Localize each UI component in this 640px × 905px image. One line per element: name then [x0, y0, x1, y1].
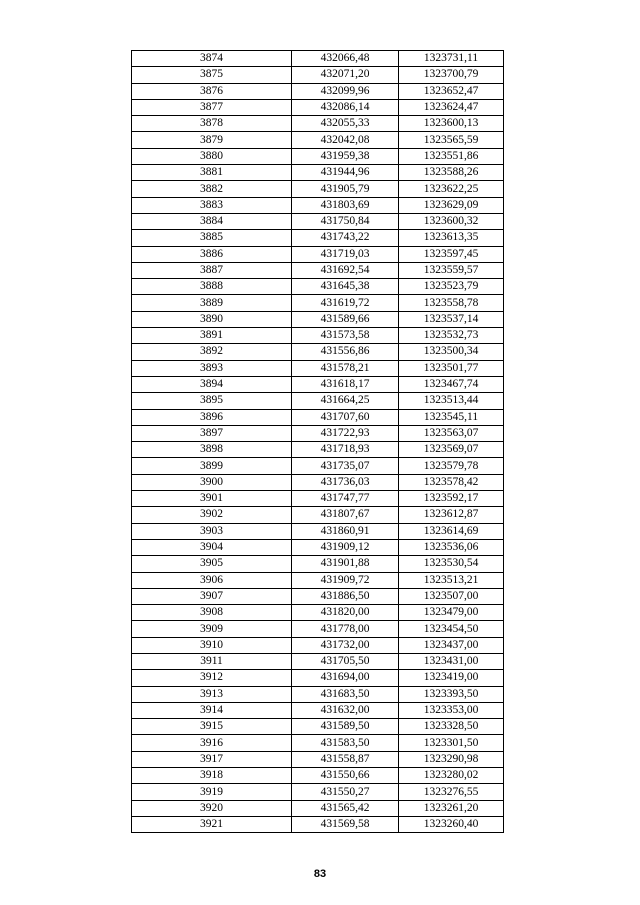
x-coordinate-cell: 431664,25 [292, 393, 399, 409]
y-coordinate-cell: 1323513,44 [399, 393, 504, 409]
x-coordinate-cell: 431692,54 [292, 262, 399, 278]
y-coordinate-cell: 1323565,59 [399, 132, 504, 148]
y-coordinate-cell: 1323612,87 [399, 507, 504, 523]
x-coordinate-cell: 431705,50 [292, 653, 399, 669]
table-row [132, 784, 504, 800]
point-number-cell: 3887 [132, 262, 292, 278]
table-row [132, 670, 504, 686]
x-coordinate-cell: 431618,17 [292, 376, 399, 392]
y-coordinate-cell: 1323419,00 [399, 670, 504, 686]
point-number-cell: 3898 [132, 442, 292, 458]
table-row [132, 279, 504, 295]
x-coordinate-cell: 431886,50 [292, 588, 399, 604]
table-row [132, 393, 504, 409]
y-coordinate-cell: 1323563,07 [399, 425, 504, 441]
x-coordinate-cell: 431569,58 [292, 816, 399, 832]
y-coordinate-cell: 1323622,25 [399, 181, 504, 197]
coordinates-table-body [132, 51, 504, 833]
table-row [132, 148, 504, 164]
page-number: 83 [313, 868, 327, 880]
point-number-cell: 3921 [132, 816, 292, 832]
y-coordinate-cell: 1323592,17 [399, 491, 504, 507]
x-coordinate-cell: 431589,66 [292, 311, 399, 327]
coordinates-table [131, 50, 504, 833]
point-number-cell: 3889 [132, 295, 292, 311]
table-row [132, 83, 504, 99]
table-row [132, 653, 504, 669]
y-coordinate-cell: 1323579,78 [399, 458, 504, 474]
point-number-cell: 3880 [132, 148, 292, 164]
table-row [132, 197, 504, 213]
y-coordinate-cell: 1323545,11 [399, 409, 504, 425]
table-row [132, 491, 504, 507]
point-number-cell: 3913 [132, 686, 292, 702]
point-number-cell: 3893 [132, 360, 292, 376]
table-row [132, 800, 504, 816]
table-row [132, 474, 504, 490]
x-coordinate-cell: 431707,60 [292, 409, 399, 425]
table-row [132, 572, 504, 588]
point-number-cell: 3906 [132, 572, 292, 588]
y-coordinate-cell: 1323507,00 [399, 588, 504, 604]
point-number-cell: 3881 [132, 165, 292, 181]
table-row [132, 99, 504, 115]
point-number-cell: 3915 [132, 719, 292, 735]
point-number-cell: 3875 [132, 67, 292, 83]
point-number-cell: 3914 [132, 702, 292, 718]
y-coordinate-cell: 1323353,00 [399, 702, 504, 718]
y-coordinate-cell: 1323530,54 [399, 556, 504, 572]
y-coordinate-cell: 1323454,50 [399, 621, 504, 637]
point-number-cell: 3879 [132, 132, 292, 148]
x-coordinate-cell: 431959,38 [292, 148, 399, 164]
x-coordinate-cell: 431619,72 [292, 295, 399, 311]
x-coordinate-cell: 431750,84 [292, 213, 399, 229]
table-row [132, 344, 504, 360]
table-row [132, 556, 504, 572]
y-coordinate-cell: 1323551,86 [399, 148, 504, 164]
x-coordinate-cell: 431736,03 [292, 474, 399, 490]
point-number-cell: 3905 [132, 556, 292, 572]
point-number-cell: 3897 [132, 425, 292, 441]
table-row [132, 230, 504, 246]
point-number-cell: 3917 [132, 751, 292, 767]
x-coordinate-cell: 431909,12 [292, 539, 399, 555]
point-number-cell: 3876 [132, 83, 292, 99]
point-number-cell: 3919 [132, 784, 292, 800]
point-number-cell: 3918 [132, 768, 292, 784]
y-coordinate-cell: 1323731,11 [399, 51, 504, 67]
x-coordinate-cell: 431722,93 [292, 425, 399, 441]
table-row [132, 425, 504, 441]
y-coordinate-cell: 1323276,55 [399, 784, 504, 800]
x-coordinate-cell: 431820,00 [292, 605, 399, 621]
point-number-cell: 3884 [132, 213, 292, 229]
table-row [132, 768, 504, 784]
point-number-cell: 3882 [132, 181, 292, 197]
table-row [132, 751, 504, 767]
point-number-cell: 3916 [132, 735, 292, 751]
y-coordinate-cell: 1323290,98 [399, 751, 504, 767]
point-number-cell: 3907 [132, 588, 292, 604]
x-coordinate-cell: 431565,42 [292, 800, 399, 816]
x-coordinate-cell: 431718,93 [292, 442, 399, 458]
x-coordinate-cell: 431909,72 [292, 572, 399, 588]
x-coordinate-cell: 432066,48 [292, 51, 399, 67]
y-coordinate-cell: 1323500,34 [399, 344, 504, 360]
table-row [132, 442, 504, 458]
x-coordinate-cell: 432099,96 [292, 83, 399, 99]
x-coordinate-cell: 431683,50 [292, 686, 399, 702]
y-coordinate-cell: 1323532,73 [399, 328, 504, 344]
table-row [132, 116, 504, 132]
x-coordinate-cell: 431778,00 [292, 621, 399, 637]
point-number-cell: 3886 [132, 246, 292, 262]
table-row [132, 539, 504, 555]
y-coordinate-cell: 1323501,77 [399, 360, 504, 376]
table-row [132, 621, 504, 637]
x-coordinate-cell: 431719,03 [292, 246, 399, 262]
x-coordinate-cell: 432086,14 [292, 99, 399, 115]
y-coordinate-cell: 1323328,50 [399, 719, 504, 735]
x-coordinate-cell: 432055,33 [292, 116, 399, 132]
table-row [132, 132, 504, 148]
x-coordinate-cell: 431550,66 [292, 768, 399, 784]
point-number-cell: 3892 [132, 344, 292, 360]
x-coordinate-cell: 431556,86 [292, 344, 399, 360]
table-row [132, 458, 504, 474]
x-coordinate-cell: 431732,00 [292, 637, 399, 653]
y-coordinate-cell: 1323479,00 [399, 605, 504, 621]
y-coordinate-cell: 1323614,69 [399, 523, 504, 539]
x-coordinate-cell: 431803,69 [292, 197, 399, 213]
table-row [132, 735, 504, 751]
point-number-cell: 3900 [132, 474, 292, 490]
table-row [132, 409, 504, 425]
table-row [132, 523, 504, 539]
y-coordinate-cell: 1323431,00 [399, 653, 504, 669]
x-coordinate-cell: 431905,79 [292, 181, 399, 197]
point-number-cell: 3890 [132, 311, 292, 327]
x-coordinate-cell: 431743,22 [292, 230, 399, 246]
y-coordinate-cell: 1323513,21 [399, 572, 504, 588]
y-coordinate-cell: 1323588,26 [399, 165, 504, 181]
table-row [132, 605, 504, 621]
point-number-cell: 3895 [132, 393, 292, 409]
y-coordinate-cell: 1323624,47 [399, 99, 504, 115]
x-coordinate-cell: 431901,88 [292, 556, 399, 572]
y-coordinate-cell: 1323700,79 [399, 67, 504, 83]
point-number-cell: 3888 [132, 279, 292, 295]
point-number-cell: 3883 [132, 197, 292, 213]
point-number-cell: 3920 [132, 800, 292, 816]
point-number-cell: 3910 [132, 637, 292, 653]
x-coordinate-cell: 432042,08 [292, 132, 399, 148]
x-coordinate-cell: 431694,00 [292, 670, 399, 686]
y-coordinate-cell: 1323558,78 [399, 295, 504, 311]
table-row [132, 311, 504, 327]
x-coordinate-cell: 431735,07 [292, 458, 399, 474]
x-coordinate-cell: 431747,77 [292, 491, 399, 507]
x-coordinate-cell: 431550,27 [292, 784, 399, 800]
y-coordinate-cell: 1323559,57 [399, 262, 504, 278]
y-coordinate-cell: 1323600,13 [399, 116, 504, 132]
point-number-cell: 3904 [132, 539, 292, 555]
y-coordinate-cell: 1323301,50 [399, 735, 504, 751]
table-row [132, 328, 504, 344]
point-number-cell: 3894 [132, 376, 292, 392]
point-number-cell: 3878 [132, 116, 292, 132]
table-row [132, 702, 504, 718]
y-coordinate-cell: 1323437,00 [399, 637, 504, 653]
table-row [132, 376, 504, 392]
x-coordinate-cell: 432071,20 [292, 67, 399, 83]
x-coordinate-cell: 431583,50 [292, 735, 399, 751]
y-coordinate-cell: 1323600,32 [399, 213, 504, 229]
table-row [132, 262, 504, 278]
point-number-cell: 3902 [132, 507, 292, 523]
table-row [132, 181, 504, 197]
point-number-cell: 3891 [132, 328, 292, 344]
table-row [132, 719, 504, 735]
point-number-cell: 3908 [132, 605, 292, 621]
x-coordinate-cell: 431645,38 [292, 279, 399, 295]
y-coordinate-cell: 1323536,06 [399, 539, 504, 555]
y-coordinate-cell: 1323569,07 [399, 442, 504, 458]
y-coordinate-cell: 1323578,42 [399, 474, 504, 490]
table-row [132, 51, 504, 67]
table-row [132, 246, 504, 262]
point-number-cell: 3899 [132, 458, 292, 474]
point-number-cell: 3896 [132, 409, 292, 425]
y-coordinate-cell: 1323467,74 [399, 376, 504, 392]
y-coordinate-cell: 1323652,47 [399, 83, 504, 99]
table-row [132, 360, 504, 376]
point-number-cell: 3903 [132, 523, 292, 539]
table-row [132, 295, 504, 311]
x-coordinate-cell: 431589,50 [292, 719, 399, 735]
x-coordinate-cell: 431558,87 [292, 751, 399, 767]
point-number-cell: 3874 [132, 51, 292, 67]
x-coordinate-cell: 431573,58 [292, 328, 399, 344]
x-coordinate-cell: 431860,91 [292, 523, 399, 539]
table-row [132, 165, 504, 181]
table-row [132, 507, 504, 523]
y-coordinate-cell: 1323280,02 [399, 768, 504, 784]
table-row [132, 686, 504, 702]
y-coordinate-cell: 1323537,14 [399, 311, 504, 327]
table-row [132, 213, 504, 229]
table-row [132, 637, 504, 653]
point-number-cell: 3912 [132, 670, 292, 686]
y-coordinate-cell: 1323629,09 [399, 197, 504, 213]
point-number-cell: 3885 [132, 230, 292, 246]
table-row [132, 588, 504, 604]
y-coordinate-cell: 1323523,79 [399, 279, 504, 295]
y-coordinate-cell: 1323597,45 [399, 246, 504, 262]
table-row [132, 816, 504, 832]
x-coordinate-cell: 431944,96 [292, 165, 399, 181]
y-coordinate-cell: 1323261,20 [399, 800, 504, 816]
x-coordinate-cell: 431578,21 [292, 360, 399, 376]
point-number-cell: 3909 [132, 621, 292, 637]
y-coordinate-cell: 1323260,40 [399, 816, 504, 832]
x-coordinate-cell: 431632,00 [292, 702, 399, 718]
x-coordinate-cell: 431807,67 [292, 507, 399, 523]
y-coordinate-cell: 1323613,35 [399, 230, 504, 246]
table-row [132, 67, 504, 83]
point-number-cell: 3901 [132, 491, 292, 507]
point-number-cell: 3911 [132, 653, 292, 669]
y-coordinate-cell: 1323393,50 [399, 686, 504, 702]
point-number-cell: 3877 [132, 99, 292, 115]
